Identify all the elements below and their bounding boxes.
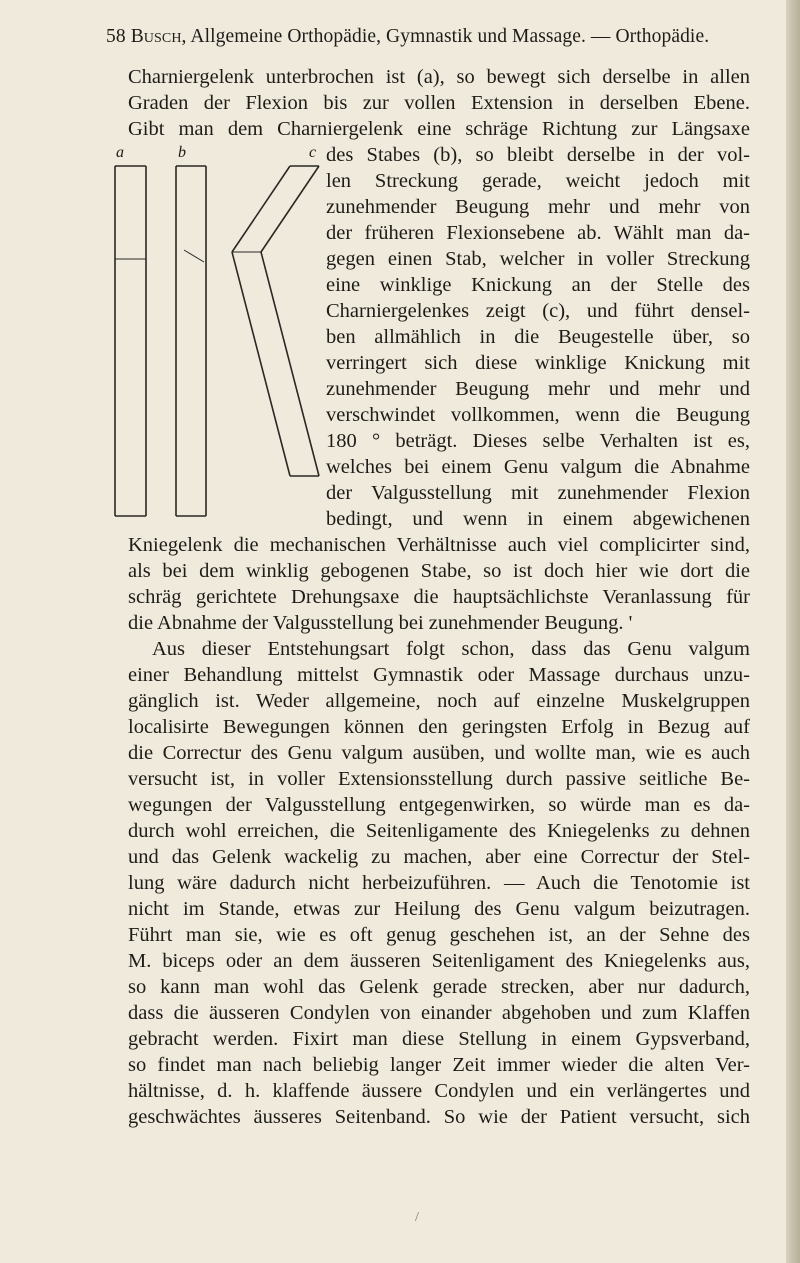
text-line: des Stabes (b), so bleibt derselbe in der vol-: [326, 144, 750, 166]
rod-b: [176, 166, 206, 516]
text-line: der Valgusstellung mit zunehmender Flexion: [326, 482, 750, 504]
text-line: geschwächtes äusseres Seitenband. So wie der Patient versucht, sich: [128, 1106, 750, 1128]
page-number: 58: [106, 26, 126, 47]
text-line: wegungen der Valgusstellung entgegenwirken, so würde man es da-: [128, 794, 750, 816]
running-header: [106, 26, 746, 48]
text-line: und das Gelenk wackelig zu machen, aber eine Correctur der Stel-: [128, 846, 750, 868]
text-line: zunehmender Beugung mehr und mehr von: [326, 196, 750, 218]
stray-mark: /: [415, 1210, 419, 1225]
text-line: der früheren Flexionsebene ab. Wählt man da-: [326, 222, 750, 244]
text-line: welches bei einem Genu valgum die Abnahme: [326, 456, 750, 478]
rod-diagram: [104, 146, 334, 526]
text-line: Charniergelenkes zeigt (c), und führt densel-: [326, 300, 750, 322]
text-line: so findet man nach beliebig langer Zeit immer wieder die alten Ver-: [128, 1054, 750, 1076]
text-line: Charniergelenk unterbrochen ist (a), so bewegt sich derselbe in allen: [128, 66, 750, 88]
text-line: ben allmählich in die Beugestelle über, so: [326, 326, 750, 348]
author-name: Busch,: [130, 26, 187, 47]
text-line: len Streckung gerade, weicht jedoch mit: [326, 170, 750, 192]
page-edge: [786, 0, 800, 1263]
figure-label-c: c: [309, 144, 317, 161]
text-line: zunehmender Beugung mehr und mehr und: [326, 378, 750, 400]
text-line: die Correctur des Genu valgum ausüben, und wollte man, wie es auch: [128, 742, 750, 764]
text-line: so kann man wohl das Gelenk gerade strecken, aber nur dadurch,: [128, 976, 750, 998]
text-line: 180 ° beträgt. Dieses selbe Verhalten ist es,: [326, 430, 750, 452]
text-line: Aus dieser Entstehungsart folgt schon, dass das Genu valgum: [152, 638, 750, 660]
text-line: lung wäre dadurch nicht herbeizuführen. — Auch die Tenotomie ist: [128, 872, 750, 894]
text-line: dass die äusseren Condylen von einander abgehoben und zum Klaffen: [128, 1002, 750, 1024]
book-title: Allgemeine Orthopädie, Gymnastik und Massage. — Orthopädie.: [190, 26, 710, 47]
text-line: einer Behandlung mittelst Gymnastik oder Massage durchaus unzu-: [128, 664, 750, 686]
text-line: gebracht werden. Fixirt man diese Stellung in einem Gypsverband,: [128, 1028, 750, 1050]
text-line: gegen einen Stab, welcher in voller Streckung: [326, 248, 750, 270]
text-line: schräg gerichtete Drehungsaxe die hauptsächlichste Veranlassung für: [128, 586, 750, 608]
text-line: Gibt man dem Charniergelenk eine schräge Richtung zur Längsaxe: [128, 118, 750, 140]
text-line: hältnisse, d. h. klaffende äussere Condylen und ein verlängertes und: [128, 1080, 750, 1102]
text-line: versucht ist, in voller Extensionsstellung durch passive seitliche Be-: [128, 768, 750, 790]
text-line: verschwindet vollkommen, wenn die Beugung: [326, 404, 750, 426]
figure-rods: [104, 146, 334, 526]
text-line: bedingt, und wenn in einem abgewichenen: [326, 508, 750, 530]
figure-label-b: b: [178, 144, 186, 161]
text-line: verringert sich diese winklige Knickung mit: [326, 352, 750, 374]
text-line: Graden der Flexion bis zur vollen Extension in derselben Ebene.: [128, 92, 750, 114]
text-line: eine winklige Knickung an der Stelle des: [326, 274, 750, 296]
rod-a: [115, 166, 146, 516]
text-line: nicht im Stande, etwas zur Heilung des Genu valgum beizutragen.: [128, 898, 750, 920]
text-line: die Abnahme der Valgusstellung bei zunehmender Beugung. ': [128, 612, 633, 634]
figure-label-a: a: [116, 144, 124, 161]
text-line: Führt man sie, wie es oft genug geschehen ist, an der Sehne des: [128, 924, 750, 946]
text-line: Kniegelenk die mechanischen Verhältnisse auch viel complicirter sind,: [128, 534, 750, 556]
text-line: localisirte Bewegungen können den geringsten Erfolg in Bezug auf: [128, 716, 750, 738]
text-line: M. biceps oder an dem äusseren Seitenligament des Kniegelenks aus,: [128, 950, 750, 972]
text-line: durch wohl erreichen, die Seitenligamente des Kniegelenks zu dehnen: [128, 820, 750, 842]
rod-c: [232, 166, 319, 476]
text-line: gänglich ist. Weder allgemeine, noch auf einzelne Muskelgruppen: [128, 690, 750, 712]
text-line: als bei dem winklig gebogenen Stabe, so ist doch hier wie dort die: [128, 560, 750, 582]
